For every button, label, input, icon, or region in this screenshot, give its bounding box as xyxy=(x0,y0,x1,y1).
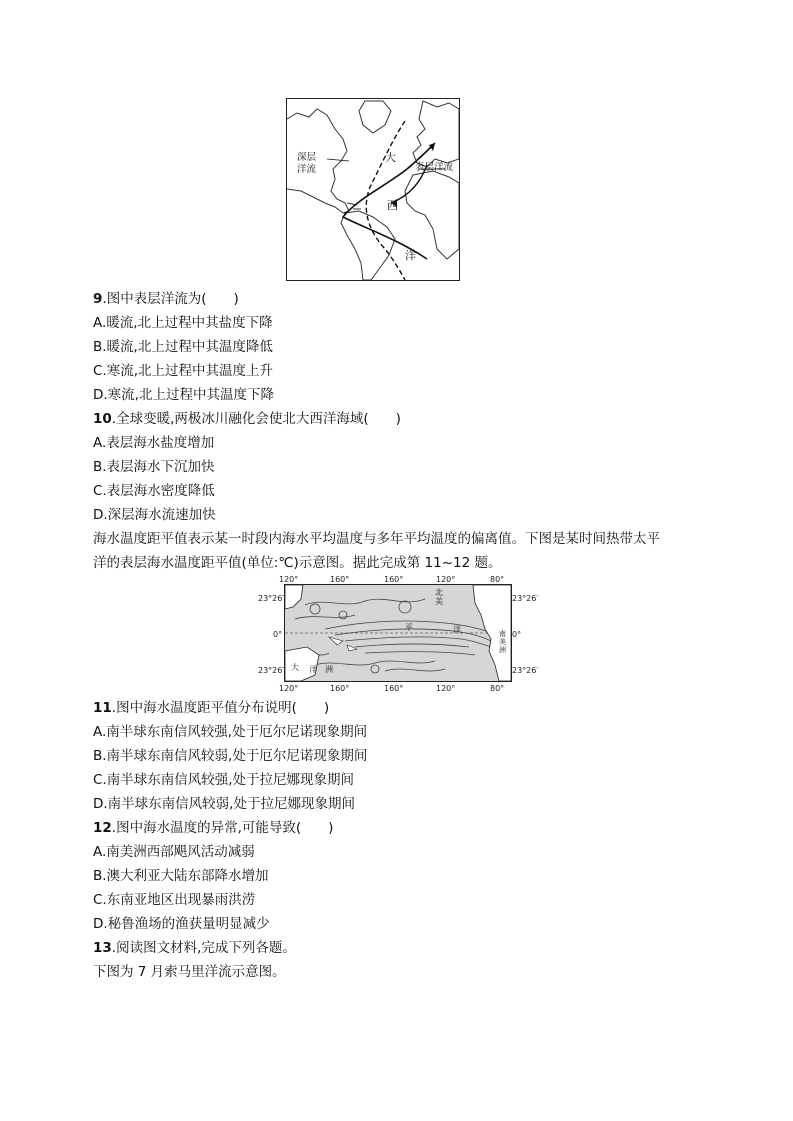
q12-option-a: A.南美洲西部飓风活动减弱 xyxy=(93,844,255,860)
atlantic-map-drawing xyxy=(287,99,459,280)
question-number: 9 xyxy=(93,291,103,307)
q11-option-c: C.南半球东南信风较强,处于拉尼娜现象期间 xyxy=(93,772,355,788)
right-lat-tick: 0° xyxy=(512,630,522,639)
label-pacific-2: 洋 xyxy=(453,625,461,634)
q11-option-a: A.南半球东南信风较强,处于厄尔尼诺现象期间 xyxy=(93,724,368,740)
question-number: 10 xyxy=(93,411,112,427)
deep-current-label-line1: 深层 xyxy=(297,152,317,163)
question-number: 11 xyxy=(93,700,112,716)
question-text: .全球变暖,两极冰川融化会使北大西洋海域( ) xyxy=(111,411,401,427)
q10-option-c: C.表层海水密度降低 xyxy=(93,483,215,499)
right-lat-tick: 23°26′ xyxy=(512,594,539,603)
q9-option-d: D.寒流,北上过程中其温度下降 xyxy=(93,387,274,403)
label-south-america-2: 美 xyxy=(499,638,506,646)
question-text: .图中海水温度距平值分布说明( ) xyxy=(111,700,330,716)
question-9-stem xyxy=(93,290,239,308)
q12-option-c: C.东南亚地区出现暴雨洪涝 xyxy=(93,892,256,908)
question-number: 12 xyxy=(93,820,112,836)
left-lat-tick: 0° xyxy=(273,630,283,639)
ocean-label-xi: 西 xyxy=(387,199,398,212)
bottom-lon-tick: 160° xyxy=(384,684,404,693)
q11-option-b: B.南半球东南信风较弱,处于厄尔尼诺现象期间 xyxy=(93,748,368,764)
bottom-lon-tick: 120° xyxy=(279,684,299,693)
top-lon-tick: 120° xyxy=(279,575,299,584)
question-text: .阅读图文材料,完成下列各题。 xyxy=(111,940,296,956)
label-south-america-3: 洲 xyxy=(499,646,506,654)
top-lon-tick: 120° xyxy=(436,575,456,584)
sst-map-drawing xyxy=(285,585,511,681)
top-lon-tick: 160° xyxy=(330,575,350,584)
q12-option-b: B.澳大利亚大陆东部降水增加 xyxy=(93,868,269,884)
label-south-america-1: 南 xyxy=(499,630,506,638)
q9-option-c: C.寒流,北上过程中其温度上升 xyxy=(93,363,274,379)
label-north-america-2: 美 xyxy=(435,597,443,606)
atlantic-current-map xyxy=(286,98,460,281)
question-text: .图中海水温度的异常,可能导致( ) xyxy=(111,820,334,836)
bottom-lon-tick: 160° xyxy=(330,684,350,693)
question-11-stem xyxy=(93,699,329,717)
ocean-label-yang: 洋 xyxy=(405,249,416,262)
question-10-stem xyxy=(93,410,401,428)
q10-option-a: A.表层海水盐度增加 xyxy=(93,435,215,451)
label-pacific-1: 平 xyxy=(405,623,413,632)
label-oceania-2: 洋 xyxy=(309,665,317,674)
q10-option-d: D.深层海水流速加快 xyxy=(93,507,216,523)
bottom-lon-tick: 80° xyxy=(490,684,505,693)
right-lat-tick: 23°26′ xyxy=(512,666,539,675)
top-lon-tick: 80° xyxy=(490,575,505,584)
left-lat-tick: 23°26′ xyxy=(258,594,285,603)
deep-current-label-line2: 洋流 xyxy=(297,164,317,175)
q9-option-b: B.暖流,北上过程中其温度降低 xyxy=(93,339,273,355)
surface-current-label: 表层洋流 xyxy=(415,162,454,173)
label-oceania-3: 洲 xyxy=(325,665,333,674)
q9-option-a: A.暖流,北上过程中其盐度下降 xyxy=(93,315,273,331)
intro-line-2: 洋的表层海水温度距平值(单位:℃)示意图。据此完成第 11~12 题。 xyxy=(93,555,502,571)
question-13-stem xyxy=(93,939,296,957)
bottom-lon-tick: 120° xyxy=(436,684,456,693)
intro-line-1: 海水温度距平值表示某一时段内海水平均温度与多年平均温度的偏离值。下图是某时间热带太平 xyxy=(93,531,660,547)
top-lon-tick: 160° xyxy=(384,575,404,584)
q13-caption: 下图为 7 月索马里洋流示意图。 xyxy=(93,964,286,980)
q10-option-b: B.表层海水下沉加快 xyxy=(93,459,215,475)
question-12-stem xyxy=(93,819,333,837)
question-text: .图中表层洋流为( ) xyxy=(102,291,239,307)
question-number: 13 xyxy=(93,940,112,956)
left-lat-tick: 23°26′ xyxy=(258,666,285,675)
label-oceania-1: 大 xyxy=(291,663,299,672)
q12-option-d: D.秘鲁渔场的渔获量明显减少 xyxy=(93,916,270,932)
ocean-label-da: 大 xyxy=(385,151,396,164)
label-north-america-1: 北 xyxy=(435,588,443,597)
pacific-sst-anomaly-map xyxy=(284,584,512,682)
q11-option-d: D.南半球东南信风较弱,处于拉尼娜现象期间 xyxy=(93,796,355,812)
